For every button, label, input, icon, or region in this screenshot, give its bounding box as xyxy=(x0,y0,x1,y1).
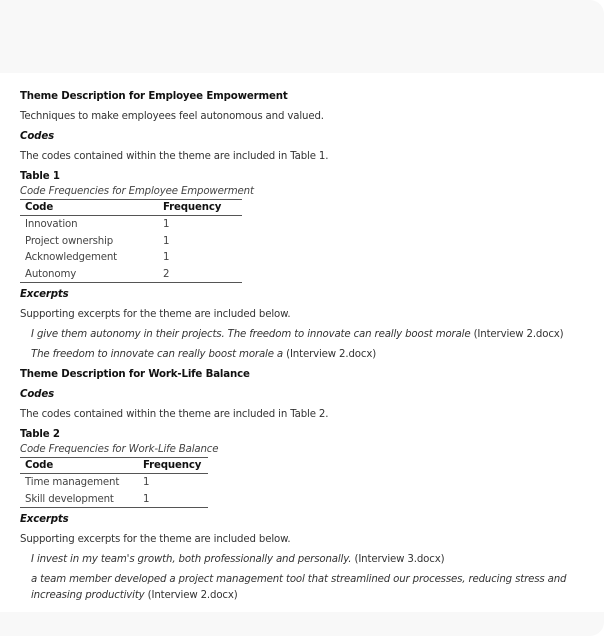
excerpt-quote: a team member developed a project management tool that streamlined our processes, reducing stress and increasing productivity xyxy=(31,574,567,601)
excerpt-quote: I give them autonomy in their projects. The freedom to innovate can really boost morale xyxy=(31,329,471,340)
table-row xyxy=(20,491,208,508)
table-row xyxy=(20,233,242,250)
frequency-cell: 1 xyxy=(163,219,170,230)
codes-intro: The codes contained within the theme are included in Table 1. xyxy=(20,151,329,162)
document-content xyxy=(20,87,590,604)
table-header-row xyxy=(20,458,208,474)
theme-description: Techniques to make employees feel autonomous and valued. xyxy=(20,111,324,122)
table-label: Table 1 xyxy=(20,171,60,182)
table-caption: Code Frequencies for Work-Life Balance xyxy=(20,444,219,455)
column-header-code: Code xyxy=(20,458,138,474)
excerpt-quote: The freedom to innovate can really boost morale a xyxy=(31,349,284,360)
code-frequency-table xyxy=(20,199,242,283)
table-row xyxy=(20,216,242,233)
frequency-cell: 1 xyxy=(138,491,208,508)
theme-section-employee-empowerment xyxy=(20,87,590,365)
column-header-frequency: Frequency xyxy=(138,458,208,474)
code-cell: Innovation xyxy=(25,219,78,230)
column-header-code: Code xyxy=(20,200,158,216)
excerpt-item xyxy=(20,345,590,365)
table-row xyxy=(20,249,242,266)
bottom-bar-area xyxy=(0,612,604,636)
codes-heading: Codes xyxy=(20,389,54,400)
frequency-cell: 1 xyxy=(163,252,170,263)
frequency-cell: 1 xyxy=(163,235,170,247)
excerpts-heading: Excerpts xyxy=(20,289,69,300)
table-header-row xyxy=(20,200,242,216)
table-caption: Code Frequencies for Employee Empowerment xyxy=(20,186,254,197)
code-cell: Autonomy xyxy=(20,266,158,283)
code-frequency-table xyxy=(20,457,208,508)
excerpts-intro: Supporting excerpts for the theme are included below. xyxy=(20,534,291,545)
code-cell: Time management xyxy=(25,477,120,488)
excerpt-source: (Interview 2.docx) xyxy=(286,349,377,360)
frequency-cell: 2 xyxy=(158,266,242,283)
table-row xyxy=(20,474,208,491)
excerpt-item xyxy=(20,325,590,345)
excerpt-source: (Interview 2.docx) xyxy=(147,590,238,601)
codes-heading: Codes xyxy=(20,131,54,142)
frequency-cell: 1 xyxy=(143,477,150,488)
excerpts-heading: Excerpts xyxy=(20,514,69,525)
excerpt-quote: I invest in my team's growth, both professionally and personally. xyxy=(31,554,352,565)
table-row xyxy=(20,266,242,283)
codes-intro: The codes contained within the theme are included in Table 2. xyxy=(20,409,329,420)
code-cell: Skill development xyxy=(20,491,138,508)
table-label: Table 2 xyxy=(20,429,60,440)
excerpts-intro: Supporting excerpts for the theme are included below. xyxy=(20,309,291,320)
theme-heading: Theme Description for Work-Life Balance xyxy=(20,369,250,380)
excerpt-source: (Interview 3.docx) xyxy=(354,554,445,565)
top-toolbar-area xyxy=(0,0,604,73)
code-cell: Acknowledgement xyxy=(25,252,118,263)
excerpt-item xyxy=(20,570,590,604)
code-cell: Project ownership xyxy=(25,235,114,247)
column-header-frequency: Frequency xyxy=(158,200,242,216)
excerpt-item xyxy=(20,550,590,570)
excerpt-source: (Interview 2.docx) xyxy=(473,329,564,340)
theme-section-work-life-balance xyxy=(20,365,590,604)
theme-heading: Theme Description for Employee Empowerment xyxy=(20,91,288,102)
